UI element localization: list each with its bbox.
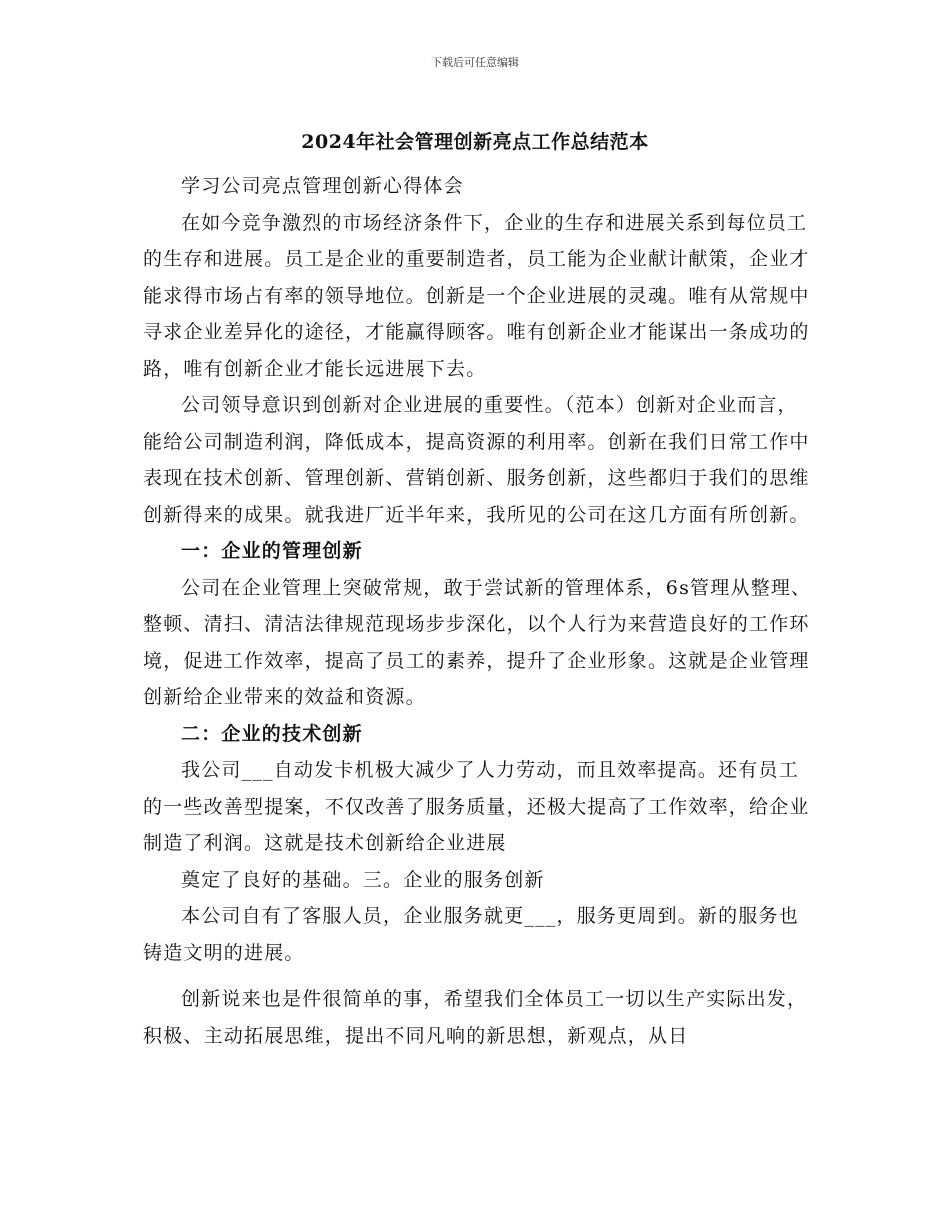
document-title: 2024年社会管理创新亮点工作总结范本 [301, 131, 649, 153]
page-header-note: 下载后可任意编辑 [431, 56, 519, 69]
paragraph: 本公司自有了客服人员，企业服务就更___，服务更周到。新的服务也铸造文明的进展。 [143, 905, 799, 964]
document-body [143, 168, 813, 1054]
paragraph: 奠定了良好的基础。三。企业的服务创新 [181, 868, 545, 891]
paragraph: 公司领导意识到创新对企业进展的重要性。（范本）创新对企业而言，能给公司制造利润，降低成本，提高资源的利用率。创新在我们日常工作中表现在技术创新、管理创新、营销创新、服务创新，这些都归于我们的思维创新得来的成果。就我进厂近半年来，我所见的公司在这几方面有所创新。 [143, 394, 810, 526]
paragraph: 创新说来也是件很简单的事，希望我们全体员工一切以生产实际出发，积极、主动拓展思维，提出不同凡响的新思想，新观点，从日 [143, 988, 808, 1047]
section-heading: 二：企业的技术创新 [181, 722, 363, 745]
paragraph: 在如今竞争激烈的市场经济条件下，企业的生存和进展关系到每位员工的生存和进展。员工是企业的重要制造者，员工能为企业献计献策，企业才能求得市场占有率的领导地位。创新是一个企业进展的灵魂。唯有从常规中寻求企业差异化的途径，才能赢得顾客。唯有创新企业才能谋出一条成功的路，唯有创新企业才能长远进展下去。 [143, 211, 810, 380]
paragraph: 学习公司亮点管理创新心得体会 [181, 175, 464, 197]
section-heading: 一：企业的管理创新 [181, 540, 363, 562]
paragraph: 公司在企业管理上突破常规，敢于尝试新的管理体系，6s管理从整理、整顿、清扫、清洁法律规范现场步步深化，以个人行为来营造良好的工作环境，促进工作效率，提高了员工的素养，提升了企业形象。这就是企业管理创新给企业带来的效益和资源。 [143, 576, 812, 708]
paragraph: 我公司___自动发卡机极大减少了人力劳动，而且效率提高。还有员工的一些改善型提案，不仅改善了服务质量，还极大提高了工作效率，给企业制造了利润。这就是技术创新给企业进展 [143, 759, 810, 854]
